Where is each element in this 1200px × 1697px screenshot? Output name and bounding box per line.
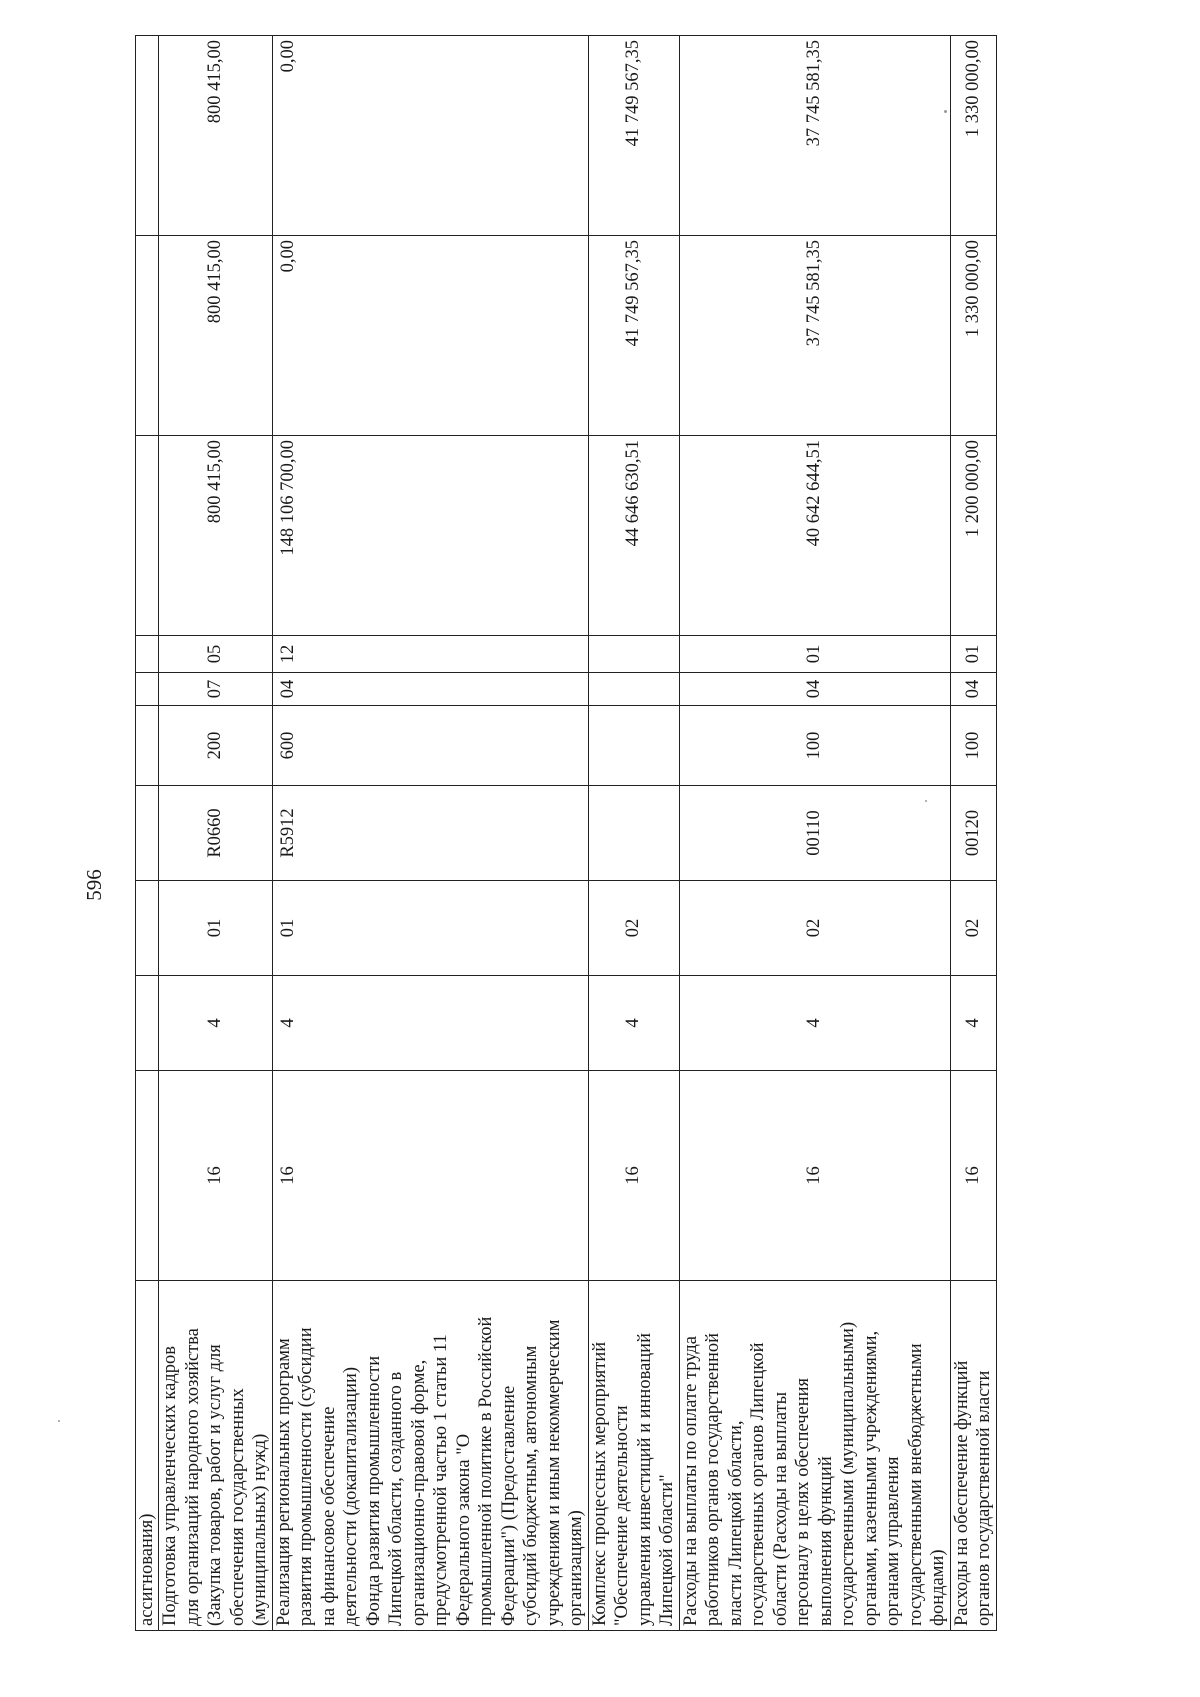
subsection-cell: 05 xyxy=(159,636,273,673)
direction-code-cell xyxy=(588,786,679,881)
amount-year1-cell: 148 106 700,00 xyxy=(272,436,588,636)
program-code-cell: 4 xyxy=(950,976,996,1071)
expense-type-cell: 100 xyxy=(950,706,996,786)
amount-year1-cell: 800 415,00 xyxy=(159,436,273,636)
expense-type-cell: 100 xyxy=(679,706,950,786)
amount-year1-cell: 40 642 644,51 xyxy=(679,436,950,636)
row-name-cell: ассигнования) xyxy=(136,1281,159,1631)
subsection-cell: 01 xyxy=(950,636,996,673)
amount-year3-cell: 800 415,00 xyxy=(159,36,273,236)
admin-code-cell xyxy=(136,1071,159,1281)
row-name-text: Реализация региональных программ развития промышленности (субсидии на финансовое обеспечение деятельности (докапитализации) Фонда развития промышленности Липецкой области, созданного в организационно-правовой форме, предусмотренной частью 1 статьи 11 Федерального закона "О промышленной политике в Российской Федерации") (Предоставление субсидий бюджетным, автономным учреждениям и иным некоммерческим организациям) xyxy=(273,1316,586,1626)
row-name-text: Расходы на обеспечение функций органов государственной власти xyxy=(951,1360,994,1626)
direction-code-cell: R0660 xyxy=(159,786,273,881)
subsection-cell: 12 xyxy=(272,636,588,673)
row-name-text: Расходы на выплаты по оплате труда работников органов государственной власти Липецкой области, государственных органов Липецкой области (Расходы на выплаты персоналу в целях обеспечения выполнения функций государственными (муниципальными) органами, казенными учреждениями, органами управления государственными внебюджетными фондами) xyxy=(680,1321,948,1626)
row-name-cell xyxy=(679,1281,950,1631)
amount-year2-cell: 0,00 xyxy=(272,236,588,436)
subsection-cell: 01 xyxy=(679,636,950,673)
amount-year3-cell: 1 330 000,00 xyxy=(950,36,996,236)
subprogram-code-cell: 02 xyxy=(679,881,950,976)
admin-code-cell: 16 xyxy=(159,1071,273,1281)
page-number: 596 xyxy=(82,869,106,901)
section-cell xyxy=(136,673,159,706)
row-name-text: Комплекс процессных мероприятий "Обеспечение деятельности управления инвестиций и инноваций Липецкой области" xyxy=(589,1333,677,1626)
program-code-cell xyxy=(136,976,159,1071)
program-code-cell: 4 xyxy=(679,976,950,1071)
program-code-cell: 4 xyxy=(588,976,679,1071)
amount-year2-cell xyxy=(136,236,159,436)
amount-year1-cell xyxy=(136,436,159,636)
subprogram-code-cell: 02 xyxy=(950,881,996,976)
admin-code-cell: 16 xyxy=(588,1071,679,1281)
amount-year2-cell: 37 745 581,35 xyxy=(679,236,950,436)
table-row xyxy=(588,36,679,1631)
table-row xyxy=(272,36,588,1631)
row-name-cell xyxy=(950,1281,996,1631)
table-row xyxy=(950,36,996,1631)
direction-code-cell xyxy=(136,786,159,881)
amount-year3-cell: 0,00 xyxy=(272,36,588,236)
scan-speck xyxy=(58,1420,60,1422)
scan-speck xyxy=(944,110,947,113)
budget-allocation-table xyxy=(135,35,997,1631)
scan-speck xyxy=(925,800,927,802)
row-name-cell xyxy=(272,1281,588,1631)
section-cell: 04 xyxy=(272,673,588,706)
row-name-cell xyxy=(588,1281,679,1631)
subsection-cell xyxy=(136,636,159,673)
amount-year2-cell: 41 749 567,35 xyxy=(588,236,679,436)
admin-code-cell: 16 xyxy=(950,1071,996,1281)
amount-year1-cell: 1 200 000,00 xyxy=(950,436,996,636)
amount-year3-cell: 37 745 581,35 xyxy=(679,36,950,236)
subprogram-code-cell: 01 xyxy=(272,881,588,976)
expense-type-cell xyxy=(136,706,159,786)
row-name-cell xyxy=(159,1281,273,1631)
amount-year2-cell: 800 415,00 xyxy=(159,236,273,436)
table-row xyxy=(136,36,159,1631)
direction-code-cell: R5912 xyxy=(272,786,588,881)
program-code-cell: 4 xyxy=(159,976,273,1071)
program-code-cell: 4 xyxy=(272,976,588,1071)
amount-year2-cell: 1 330 000,00 xyxy=(950,236,996,436)
subsection-cell xyxy=(588,636,679,673)
admin-code-cell: 16 xyxy=(272,1071,588,1281)
section-cell: 04 xyxy=(950,673,996,706)
expense-type-cell xyxy=(588,706,679,786)
table-row xyxy=(159,36,273,1631)
row-name-text: Подготовка управленческих кадров для организаций народного хозяйства (Закупка товаров, работ и услуг для обеспечения государственных (муниципальных) нужд) xyxy=(160,1328,270,1626)
amount-year3-cell xyxy=(136,36,159,236)
table-row xyxy=(679,36,950,1631)
subprogram-code-cell: 01 xyxy=(159,881,273,976)
direction-code-cell: 00120 xyxy=(950,786,996,881)
amount-year3-cell: 41 749 567,35 xyxy=(588,36,679,236)
subprogram-code-cell: 02 xyxy=(588,881,679,976)
section-cell: 07 xyxy=(159,673,273,706)
admin-code-cell: 16 xyxy=(679,1071,950,1281)
subprogram-code-cell xyxy=(136,881,159,976)
expense-type-cell: 200 xyxy=(159,706,273,786)
direction-code-cell: 00110 xyxy=(679,786,950,881)
section-cell xyxy=(588,673,679,706)
amount-year1-cell: 44 646 630,51 xyxy=(588,436,679,636)
section-cell: 04 xyxy=(679,673,950,706)
expense-type-cell: 600 xyxy=(272,706,588,786)
